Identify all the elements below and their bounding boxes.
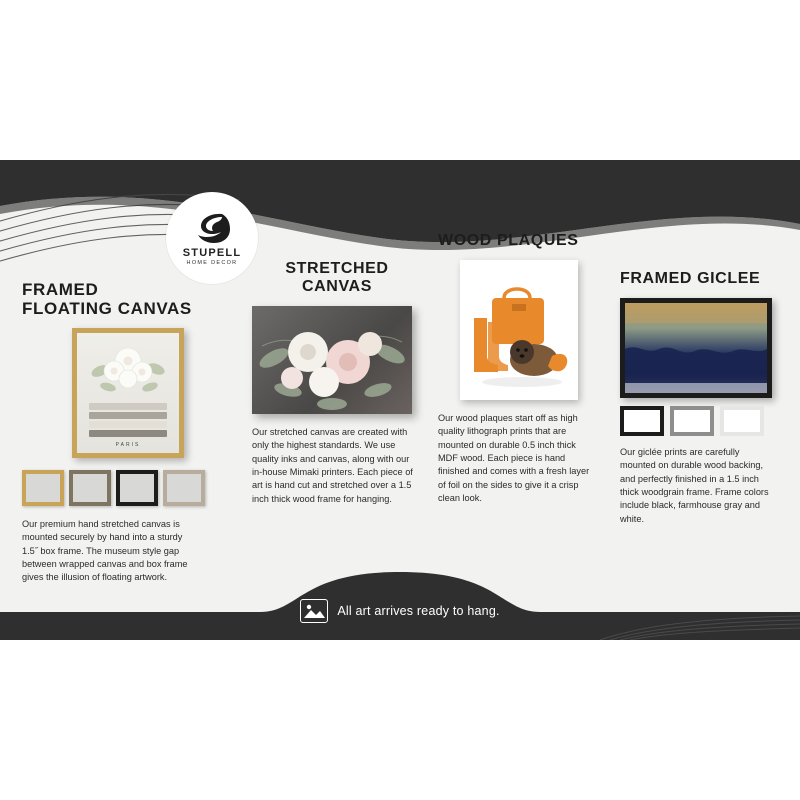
- column-title-line1: STRETCHED: [285, 260, 389, 277]
- column-body: Our wood plaques start off as high quality lithograph prints that are mounted on durable 0.5 inch thick MDF wood. Each piece is hand finished and comes with a fresh layer of foil on the sides to give it a crisp clean look.: [438, 412, 590, 503]
- column-title-line1: FRAMED: [22, 280, 99, 299]
- frame-color-swatches: [22, 470, 212, 506]
- column-framed-floating-canvas: [22, 280, 212, 585]
- column-stretched-canvas: [252, 260, 422, 506]
- column-framed-giclee: [620, 270, 780, 526]
- book-stack: [89, 403, 167, 439]
- framed-giclee-artwork: [620, 298, 772, 398]
- column-title-line1: FRAMED GICLEE: [620, 270, 761, 287]
- column-body: Our premium hand stretched canvas is mounted securely by hand into a sturdy 1.5˝ box frame. The museum style gap between wrapped canvas and box frame gives the illusion of floating artwork.: [22, 519, 188, 583]
- brand-name: STUPELL: [182, 246, 242, 259]
- column-title: [252, 260, 422, 296]
- swan-logo-icon: [192, 211, 232, 245]
- gray-giclee-frame[interactable]: [670, 406, 714, 436]
- gold-frame-swatch[interactable]: [22, 470, 64, 506]
- stretched-canvas-artwork: [252, 306, 412, 414]
- giclee-frame-colors: [620, 406, 780, 436]
- wood-plaque-artwork: [460, 260, 578, 400]
- column-wood-plaques: [438, 232, 598, 505]
- column-title-line2: FLOATING CANVAS: [22, 299, 192, 319]
- white-giclee-frame[interactable]: [720, 406, 764, 436]
- bronze-frame-swatch[interactable]: [69, 470, 111, 506]
- framed-floating-canvas-artwork: [72, 328, 184, 458]
- column-title-line2: CANVAS: [302, 277, 372, 295]
- brand-logo: [166, 192, 258, 284]
- column-title: [438, 232, 598, 250]
- column-title: [620, 270, 780, 288]
- column-title: [22, 280, 212, 318]
- silver-frame-swatch[interactable]: [163, 470, 205, 506]
- column-body: Our giclée prints are carefully mounted on durable wood backing, and perfectly finished in a 1.5 inch thick woodgrain frame. Frame colors include black, farmhouse gray and white.: [620, 446, 769, 524]
- black-giclee-frame[interactable]: [620, 406, 664, 436]
- black-frame-swatch[interactable]: [116, 470, 158, 506]
- column-title-line1: WOOD PLAQUES: [438, 232, 579, 249]
- ready-to-hang-text: All art arrives ready to hang.: [337, 604, 500, 618]
- artwork-caption: PARIS: [115, 442, 141, 449]
- column-body: Our stretched canvas are created with only the highest standards. We use quality inks and canvas, along with our in-house Mimaki printers. Each piece of art is hand cut and stretched over a 1.5 inch thick wood frame for hanging.: [252, 426, 413, 504]
- infographic-panel: [0, 160, 800, 640]
- brand-tagline: HOME DECOR: [186, 259, 238, 266]
